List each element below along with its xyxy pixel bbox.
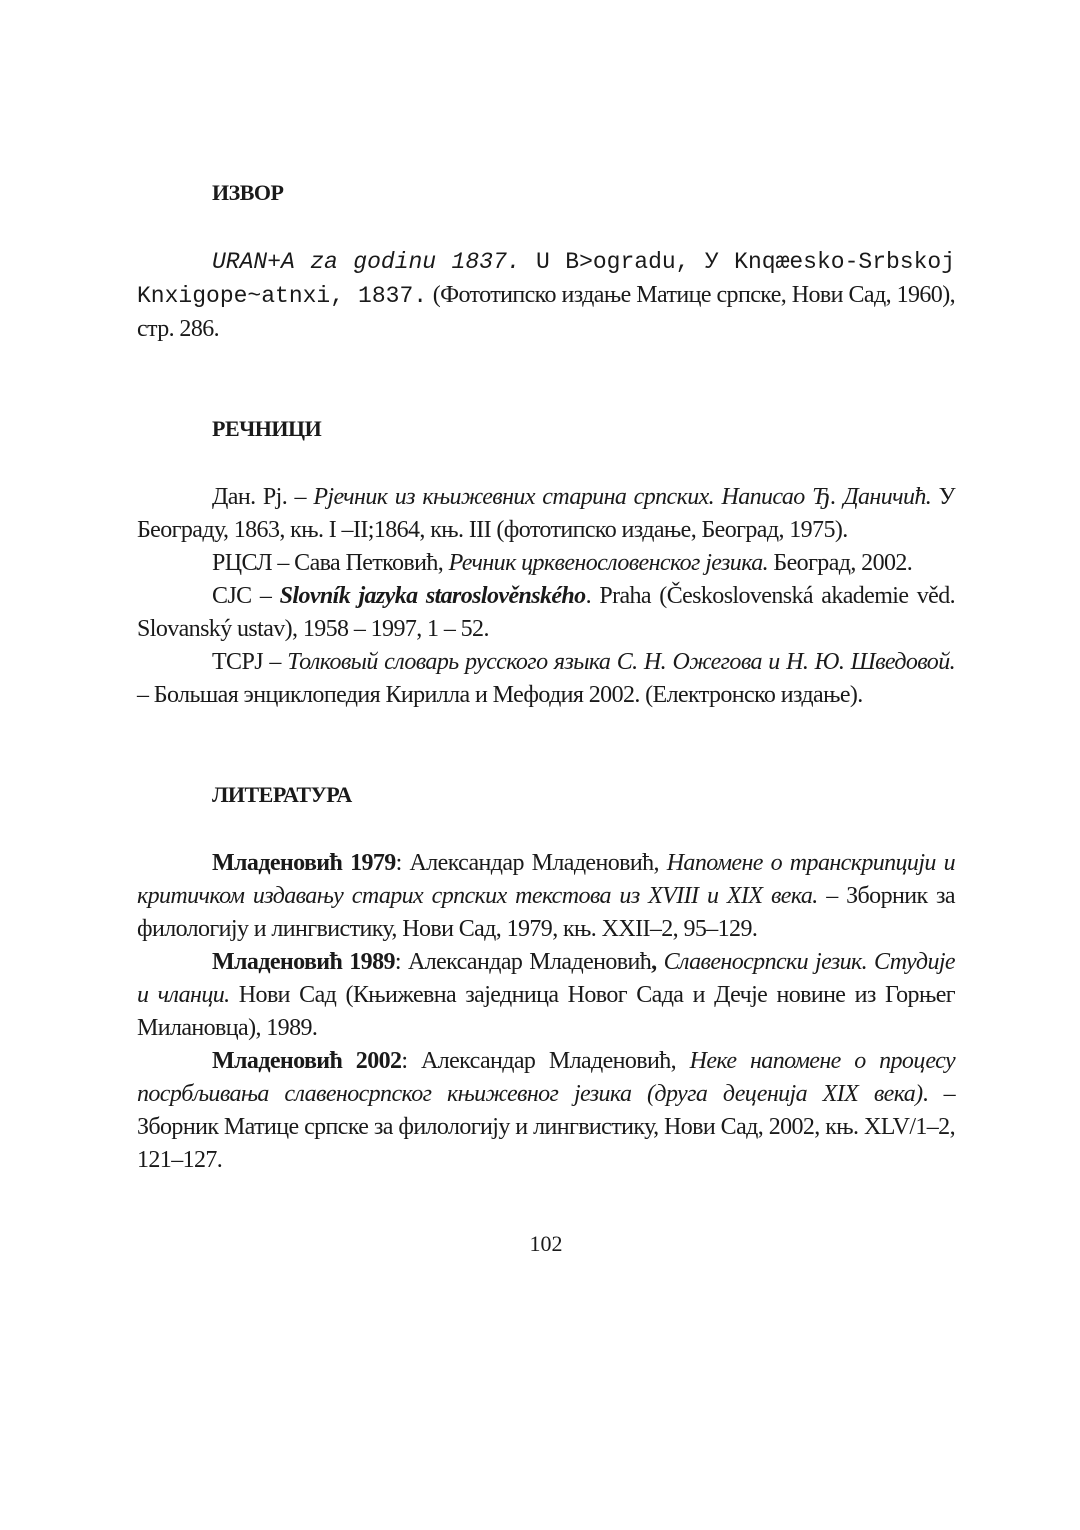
- entry-imprint: – Большая энциклопедия Кирилла и Мефодия 2002. (Електронско издање).: [137, 682, 863, 708]
- section-literatura: [137, 847, 955, 1177]
- section-heading-recnici: РЕЧНИЦИ: [212, 416, 322, 441]
- page-body: [137, 0, 955, 1299]
- entry-title: Толковый словарь русского языка С. Н. Ожегова и Н. Ю. Шведовой.: [287, 649, 956, 675]
- entry-title: Напомене о транскрипцији и критичком издавању старих српских текстова из XVIII и XIX века.: [137, 850, 955, 909]
- entry-imprint: Београд, 2002.: [768, 550, 913, 576]
- entry-key: Младеновић 1989: [212, 949, 395, 975]
- entry-imprint: Нови Сад (Књижевна заједница Новог Сада и Дечје новине из Горњег Милановца), 1989.: [137, 982, 955, 1041]
- entry-imprint: . – Зборник Матице српске за филологију и лингвистику, Нови Сад, 2002, књ. XLV/1–2, 121–127.: [137, 1081, 956, 1173]
- entry-title: Slovník jazyka staroslověnského: [279, 583, 586, 609]
- entry-abbr: РЦСЛ – Сава Петковић,: [212, 550, 449, 576]
- section-izvor: [137, 245, 955, 346]
- entry-author: : Александар Младеновић,: [395, 850, 667, 876]
- entry-abbr: ТСРЈ –: [212, 649, 288, 675]
- entry-title: Рјечник из књижевних старина српских. Написао Ђ. Даничић.: [313, 484, 932, 510]
- entry-key: Младеновић 1979: [212, 850, 396, 876]
- section-heading-izvor: ИЗВОР: [212, 180, 284, 205]
- entry-author: : Александар Младеновић,: [401, 1048, 690, 1074]
- entry-key: Младеновић 2002: [212, 1048, 402, 1074]
- bibliography-entry: [137, 245, 955, 346]
- entry-note: (Фототипско издање Матице српске, Нови Сад, 1960), стр. 286.: [137, 282, 955, 342]
- entry-abbr: Дан. Рј. –: [212, 484, 314, 510]
- entry-abbr: CJC –: [212, 583, 280, 609]
- entry-imprint: U B>ogradu, У Knqæesko-Srbskoj Knxigope~atnxi, 1837.: [137, 249, 956, 309]
- entry-imprint: У Београду, 1863, књ. I –II;1864, књ. III (фототипско издање, Београд, 1975).: [137, 484, 956, 543]
- bibliography-entry: [137, 646, 955, 712]
- bibliography-entry: [137, 1045, 955, 1177]
- entry-title: Славеносрпски језик. Студије и чланци.: [137, 949, 955, 1008]
- bibliography-entry: [137, 481, 955, 547]
- bibliography-entry: [137, 547, 955, 580]
- entry-comma: ,: [651, 949, 657, 975]
- bibliography-entry: [137, 847, 955, 946]
- entry-author: : Александар Младеновић: [394, 949, 652, 975]
- entry-space: [657, 949, 664, 975]
- page-number: 102: [529, 1231, 563, 1256]
- entry-imprint: . Praha (Československá akademie věd. Slovanský ustav), 1958 – 1997, 1 – 52.: [137, 583, 956, 642]
- entry-imprint: – Зборник за филологију и лингвистику, Нови Сад, 1979, књ. XXII–2, 95–129.: [137, 883, 955, 942]
- entry-title: Неке напомене о процесу посрбљивања славеносрпског књижевног језика (друга деценија XIX века): [137, 1048, 956, 1107]
- bibliography-entry: [137, 946, 955, 1045]
- section-heading-literatura: ЛИТЕРАТУРА: [212, 782, 352, 807]
- entry-title: URAN+A za godinu 1837.: [212, 249, 521, 275]
- section-recnici: [137, 481, 955, 712]
- entry-title: Речник црквенословенског језика.: [448, 550, 769, 576]
- bibliography-entry: [137, 580, 955, 646]
